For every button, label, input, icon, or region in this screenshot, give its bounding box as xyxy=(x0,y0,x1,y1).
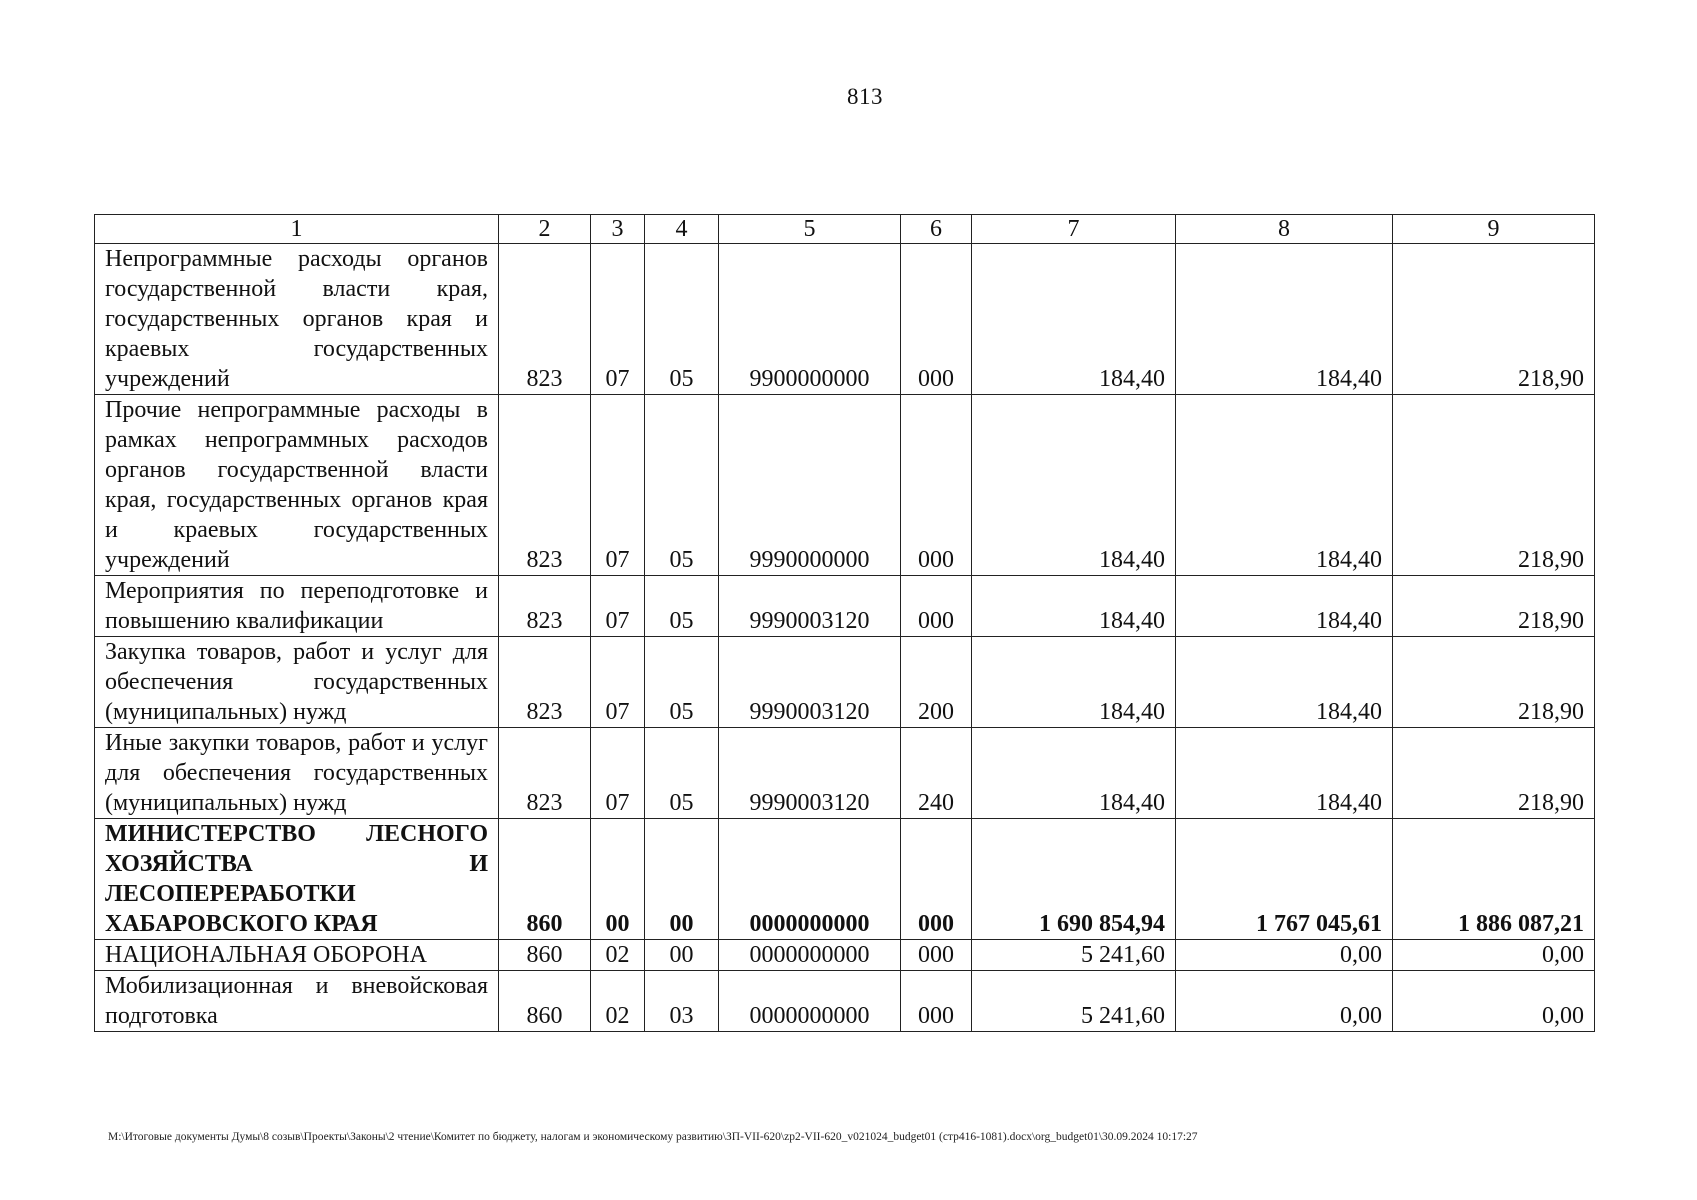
cell-amount-9: 0,00 xyxy=(1393,971,1595,1032)
cell-expense-type: 240 xyxy=(901,728,972,819)
cell-section: 02 xyxy=(591,971,645,1032)
cell-expense-type: 000 xyxy=(901,576,972,637)
cell-target-code: 9990003120 xyxy=(719,728,901,819)
table-row xyxy=(95,395,1595,576)
cell-target-code: 9990000000 xyxy=(719,395,901,576)
cell-amount-7: 1 690 854,94 xyxy=(972,819,1176,940)
cell-subsection: 05 xyxy=(645,637,719,728)
cell-amount-9: 1 886 087,21 xyxy=(1393,819,1595,940)
cell-expense-type: 000 xyxy=(901,395,972,576)
cell-amount-8: 0,00 xyxy=(1176,940,1393,971)
col-header-2: 2 xyxy=(499,215,591,244)
row-name: Мероприятия по переподготовке и повышению квалификации xyxy=(95,576,499,637)
cell-target-code: 9900000000 xyxy=(719,244,901,395)
cell-amount-7: 5 241,60 xyxy=(972,971,1176,1032)
col-header-9: 9 xyxy=(1393,215,1595,244)
cell-expense-type: 000 xyxy=(901,940,972,971)
table-row xyxy=(95,940,1595,971)
col-header-5: 5 xyxy=(719,215,901,244)
cell-amount-7: 184,40 xyxy=(972,576,1176,637)
cell-amount-7: 184,40 xyxy=(972,728,1176,819)
col-header-4: 4 xyxy=(645,215,719,244)
cell-section: 07 xyxy=(591,244,645,395)
cell-amount-7: 184,40 xyxy=(972,395,1176,576)
header-row xyxy=(95,215,1595,244)
cell-target-code: 0000000000 xyxy=(719,940,901,971)
cell-amount-7: 5 241,60 xyxy=(972,940,1176,971)
cell-subsection: 00 xyxy=(645,819,719,940)
cell-subsection: 05 xyxy=(645,244,719,395)
cell-ministry-code: 823 xyxy=(499,728,591,819)
cell-section: 07 xyxy=(591,576,645,637)
cell-subsection: 05 xyxy=(645,728,719,819)
cell-target-code: 0000000000 xyxy=(719,971,901,1032)
table-row xyxy=(95,244,1595,395)
cell-amount-8: 184,40 xyxy=(1176,637,1393,728)
col-header-1: 1 xyxy=(95,215,499,244)
document-file-path: M:\Итоговые документы Думы\8 созыв\Проекты\Законы\2 чтение\Комитет по бюджету, налогам и экономическому развитию\ЗП-VII-620\zp2-VII-620_v021024_budget01 (стр416-1081).docx\org_budget01\30.09.2024 10:17:27 xyxy=(108,1131,1198,1143)
row-name: Прочие непрограммные расходы в рамках непрограммных расходов органов государственной власти края, государственных органов края и краевых государственных учреждений xyxy=(95,395,499,576)
row-name: МИНИСТЕРСТВО ЛЕСНОГО ХОЗЯЙСТВА И ЛЕСОПЕРЕРАБОТКИ ХАБАРОВСКОГО КРАЯ xyxy=(95,819,499,940)
table-row xyxy=(95,576,1595,637)
cell-ministry-code: 823 xyxy=(499,576,591,637)
cell-ministry-code: 823 xyxy=(499,637,591,728)
cell-amount-8: 184,40 xyxy=(1176,728,1393,819)
budget-table xyxy=(94,214,1595,1032)
cell-section: 07 xyxy=(591,395,645,576)
cell-expense-type: 000 xyxy=(901,971,972,1032)
cell-expense-type: 200 xyxy=(901,637,972,728)
cell-subsection: 05 xyxy=(645,395,719,576)
cell-expense-type: 000 xyxy=(901,819,972,940)
cell-section: 07 xyxy=(591,728,645,819)
cell-amount-8: 0,00 xyxy=(1176,971,1393,1032)
cell-ministry-code: 823 xyxy=(499,395,591,576)
cell-target-code: 9990003120 xyxy=(719,576,901,637)
cell-target-code: 9990003120 xyxy=(719,637,901,728)
cell-ministry-code: 823 xyxy=(499,244,591,395)
cell-ministry-code: 860 xyxy=(499,971,591,1032)
cell-amount-8: 1 767 045,61 xyxy=(1176,819,1393,940)
table-row xyxy=(95,728,1595,819)
cell-amount-7: 184,40 xyxy=(972,244,1176,395)
cell-amount-7: 184,40 xyxy=(972,637,1176,728)
cell-amount-9: 218,90 xyxy=(1393,395,1595,576)
cell-target-code: 0000000000 xyxy=(719,819,901,940)
cell-subsection: 05 xyxy=(645,576,719,637)
cell-amount-9: 218,90 xyxy=(1393,637,1595,728)
cell-section: 07 xyxy=(591,637,645,728)
cell-subsection: 00 xyxy=(645,940,719,971)
table-row xyxy=(95,971,1595,1032)
cell-amount-9: 218,90 xyxy=(1393,728,1595,819)
cell-amount-9: 0,00 xyxy=(1393,940,1595,971)
cell-amount-8: 184,40 xyxy=(1176,244,1393,395)
cell-amount-9: 218,90 xyxy=(1393,244,1595,395)
col-header-6: 6 xyxy=(901,215,972,244)
cell-amount-9: 218,90 xyxy=(1393,576,1595,637)
row-name: Закупка товаров, работ и услуг для обеспечения государственных (муниципальных) нужд xyxy=(95,637,499,728)
col-header-3: 3 xyxy=(591,215,645,244)
cell-ministry-code: 860 xyxy=(499,940,591,971)
col-header-8: 8 xyxy=(1176,215,1393,244)
cell-section: 02 xyxy=(591,940,645,971)
col-header-7: 7 xyxy=(972,215,1176,244)
cell-expense-type: 000 xyxy=(901,244,972,395)
row-name: Мобилизационная и вневойсковая подготовка xyxy=(95,971,499,1032)
page-number: 813 xyxy=(847,84,883,109)
cell-amount-8: 184,40 xyxy=(1176,395,1393,576)
cell-ministry-code: 860 xyxy=(499,819,591,940)
cell-amount-8: 184,40 xyxy=(1176,576,1393,637)
row-name: Непрограммные расходы органов государственной власти края, государственных органов края и краевых государственных учреждений xyxy=(95,244,499,395)
row-name: Иные закупки товаров, работ и услуг для обеспечения государственных (муниципальных) нужд xyxy=(95,728,499,819)
row-name: НАЦИОНАЛЬНАЯ ОБОРОНА xyxy=(95,940,499,971)
cell-section: 00 xyxy=(591,819,645,940)
table-row-ministry xyxy=(95,819,1595,940)
cell-subsection: 03 xyxy=(645,971,719,1032)
table-row xyxy=(95,637,1595,728)
